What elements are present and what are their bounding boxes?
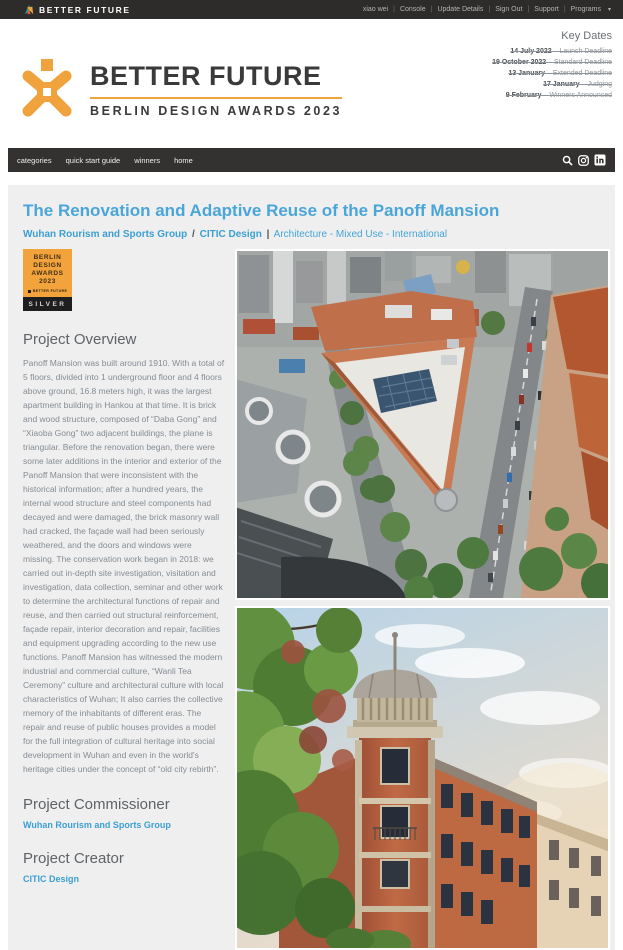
badge-award-level: SILVER xyxy=(23,297,72,311)
badge-brand-label: BETTER FUTURE xyxy=(32,289,68,293)
logo-subtitle: BERLIN DESIGN AWARDS 2023 xyxy=(90,104,343,118)
badge-line: AWARDS xyxy=(31,270,64,277)
byline xyxy=(23,229,610,240)
key-dates-title: Key Dates xyxy=(561,30,612,42)
logo-title: BETTER FUTURE xyxy=(90,61,342,99)
commissioner-link[interactable]: Wuhan Rourism and Sports Group xyxy=(23,819,171,830)
better-future-logo-icon xyxy=(15,55,79,124)
article-columns xyxy=(15,249,610,950)
key-date-standard: 19 October 2022 – Standard Deadline xyxy=(492,59,612,66)
key-date-launch: 14 July 2022 – Launch Deadline xyxy=(510,48,612,55)
separator: | xyxy=(393,6,395,13)
badge-line: DESIGN xyxy=(33,262,62,269)
overview-body: Panoff Mansion was built around 1910. With a total of 5 floors, divided into 1 underground floor and 4 floors above ground, 16.8 meters high, it was the largest apartment building in Hankou at that time. It is brick and wood structure, composed of “Daba Gong” and “Xiaoba Gong” two adjacent buildings, the plane is triangular. Before the renovation began, there were some later additions in the interior and exterior of the Panoff Mansion that were inconsistent with the historical information; after a hundred years, the internal wood structure and steel components had decayed and were damaged, the brick masonry wall had cracked, the façade wall had been seriously weathered, and the doors and windows were missing. The conservation work began in 2018: we carried out in-depth site investigation, visitation and investigation, data collection, seminar and other work to determine the architectural functions of repair and reuse, and then carried out structural reinforcement, façade repair, interior decoration and repair, facilities and equipment upgrading according to the new use functions. Panoff Mansion has witnessed the modern industrial and commercial culture, “Wanli Tea Ceremony” culture and architectural culture with local characteristics of Wuhan; It also carries the collective memory of the inhabitants of different eras. The repair and reuse of public houses provides a model for the full integration of cultural heritage into social development in Wuhan and even in the world's heritage cities under the concept of “old city rebirth”. xyxy=(23,357,225,774)
article-content xyxy=(8,185,615,950)
main-nav xyxy=(8,148,615,172)
badge-logo-icon xyxy=(28,290,31,293)
photo-corner-tower xyxy=(235,606,610,950)
left-column xyxy=(15,249,225,950)
badge-brand-row xyxy=(23,289,72,293)
separator: | xyxy=(563,6,566,13)
logo-text xyxy=(90,61,342,118)
key-date-winners: 9 February – Winners Announced xyxy=(505,92,612,99)
separator: | xyxy=(430,6,433,13)
nav-item-home[interactable]: home xyxy=(174,155,193,165)
linkedin-icon[interactable] xyxy=(594,154,606,166)
byline-category-link[interactable]: Architecture - Mixed Use - International xyxy=(273,229,448,240)
topbar-link-update-details[interactable]: Update Details xyxy=(437,6,484,13)
nav-item-winners[interactable]: winners xyxy=(134,155,161,165)
byline-creator-link[interactable]: CITIC Design xyxy=(199,229,262,240)
right-column xyxy=(235,249,610,950)
tower-photo-illustration xyxy=(237,608,608,948)
chevron-down-icon: ▾ xyxy=(607,7,611,13)
page-title: The Renovation and Adaptive Reuse of the Panoff Mansion xyxy=(23,201,500,220)
aerial-photo-illustration xyxy=(237,251,608,598)
separator: | xyxy=(488,6,491,13)
badge-line: 2023 xyxy=(39,278,56,285)
silver-award-badge xyxy=(23,249,72,311)
key-date-judging: 17 January – Judging xyxy=(543,81,612,88)
key-date-extended: 13 January – Extended Deadline xyxy=(508,70,612,77)
instagram-icon[interactable] xyxy=(578,155,589,166)
key-dates-panel xyxy=(492,30,612,101)
topbar-link-sign-out[interactable]: Sign Out xyxy=(495,6,523,13)
overview-heading: Project Overview xyxy=(23,330,137,348)
byline-commissioner-link[interactable]: Wuhan Rourism and Sports Group xyxy=(23,229,188,240)
badge-line: BERLIN xyxy=(33,254,62,261)
top-utility-bar xyxy=(0,0,623,19)
topbar-link-console[interactable]: Console xyxy=(399,6,426,13)
nav-item-quick-start-guide[interactable]: quick start guide xyxy=(65,155,121,165)
creator-heading: Project Creator xyxy=(23,849,124,867)
separator: | xyxy=(527,6,530,13)
site-logo[interactable] xyxy=(15,55,342,124)
nav-item-categories[interactable]: categories xyxy=(17,155,52,165)
separator: / xyxy=(192,229,195,240)
topbar-brand[interactable] xyxy=(24,5,131,15)
topbar-link-support[interactable]: Support xyxy=(534,6,559,13)
commissioner-heading: Project Commissioner xyxy=(23,795,170,813)
creator-link[interactable]: CITIC Design xyxy=(23,873,80,884)
site-header xyxy=(0,19,623,148)
separator: | xyxy=(266,229,270,240)
better-future-mini-logo-icon xyxy=(24,5,34,15)
topbar-brand-label: BETTER FUTURE xyxy=(39,4,131,15)
topbar-link-account[interactable]: xiao wei xyxy=(362,6,389,13)
topbar-links xyxy=(363,6,611,13)
photo-aerial-view xyxy=(235,249,610,600)
search-icon[interactable] xyxy=(562,155,573,166)
nav-icons xyxy=(562,154,606,166)
topbar-link-programs[interactable]: Programs xyxy=(570,6,601,13)
